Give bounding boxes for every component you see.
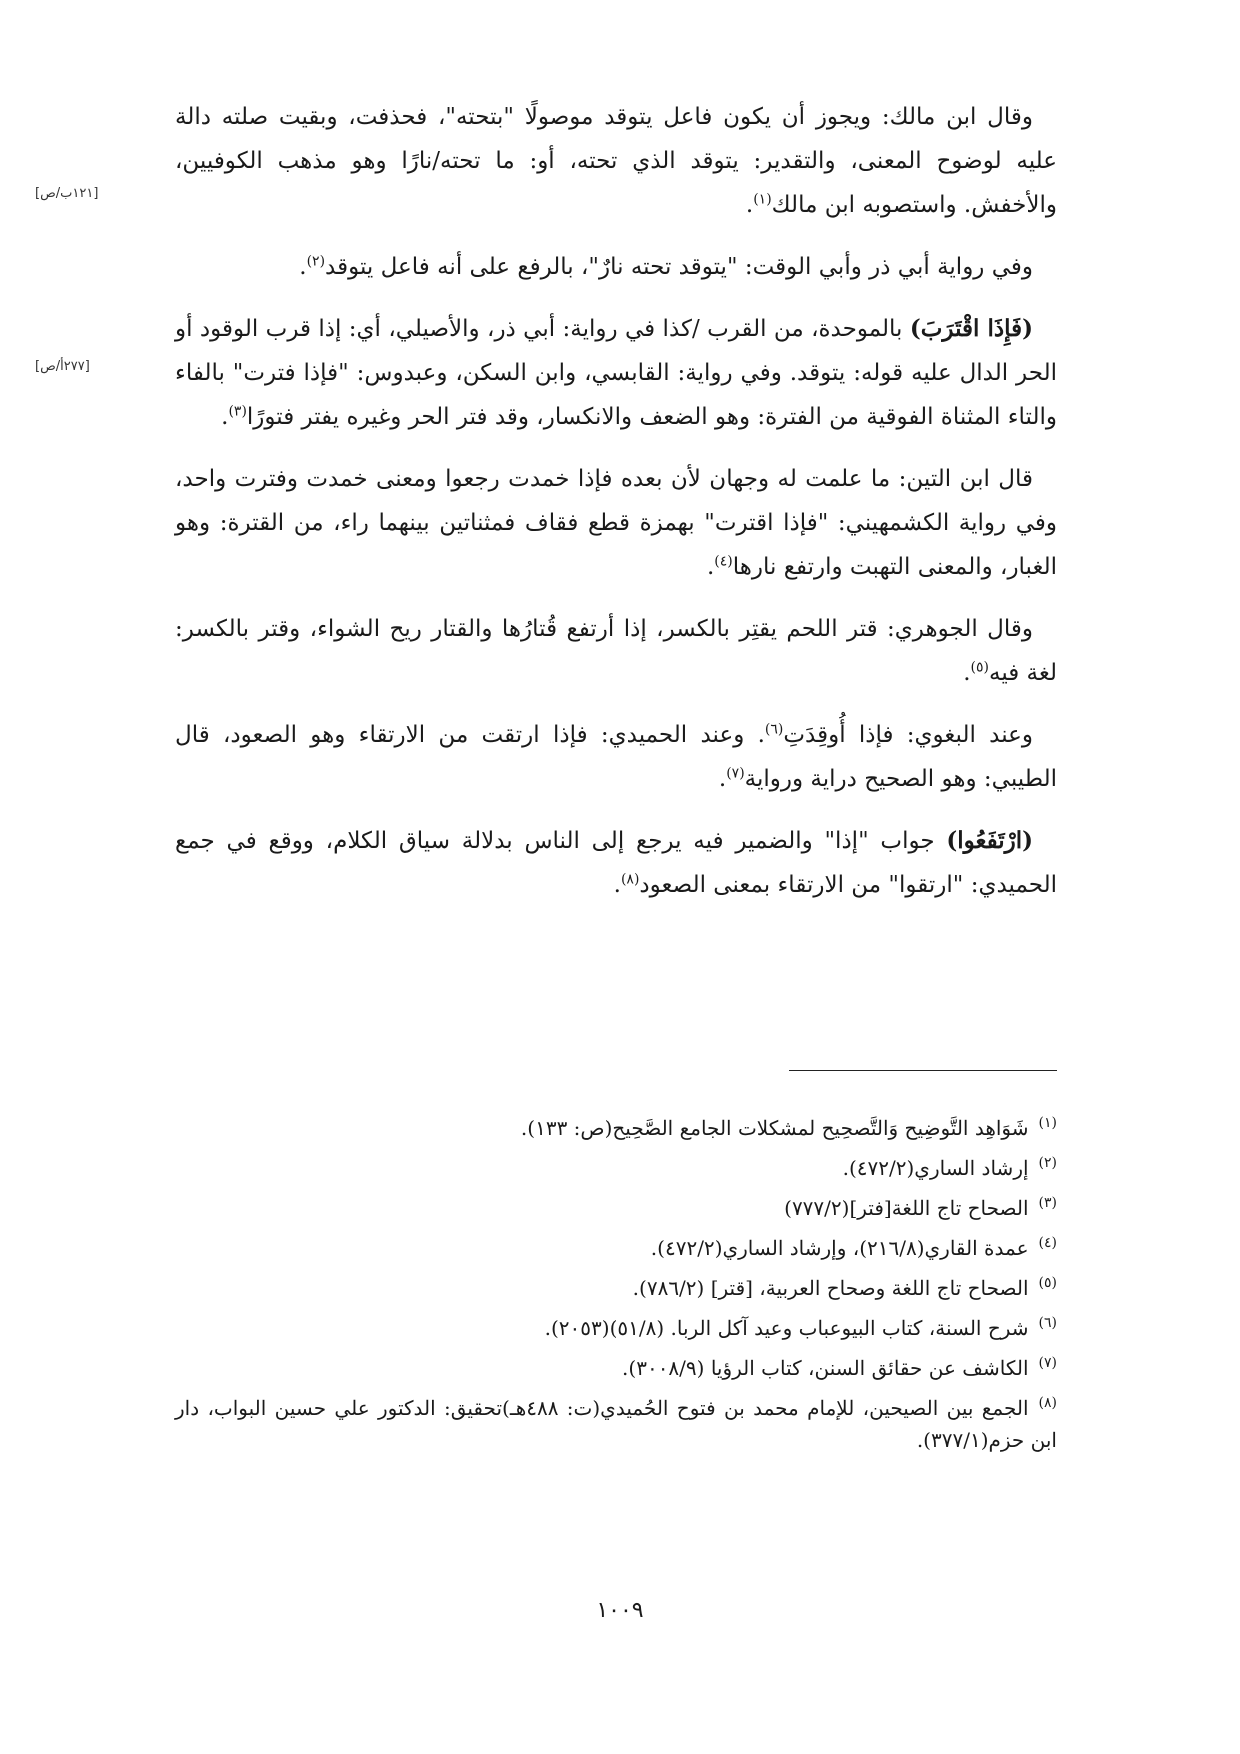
keyword: (فَإِذَا اقْتَرَبَ)	[909, 315, 1033, 342]
footnote-item: $^{(٨)}$الجمع بين الصيحين، للإمام محمد بن فتوح الحُميدي(ت: ٤٨٨هـ)تحقيق: الدكتور علي حسين البواب، دار ابن حزم(٣٧٧/١).	[175, 1395, 1058, 1452]
paragraph: وقال ابن مالك: ويجوز أن يكون فاعل يتوقد موصولًا "بتحته"، فحذفت، وبقيت صلته دالة عليه لوضوح المعنى، والتقدير: يتوقد الذي تحته، أو: ما تحته/نارًا وهو مذهب الكوفيين، والأخفش. واستصوبه ابن مالك$^{(١)}$.	[175, 104, 1057, 218]
paragraph: (ارْتَفَعُوا) جواب "إذا" والضمير فيه يرجع إلى الناس بدلالة سياق الكلام، ووقع في جمع الحميدي: "ارتقوا" من الارتقاء بمعنى الصعود$^{(٨)}$.	[175, 827, 1057, 898]
footnote-item: $^{(٣)}$الصحاح تاج اللغة[فتر](٧٧٧/٢)	[784, 1195, 1057, 1220]
paragraph: قال ابن التين: ما علمت له وجهان لأن بعده فإذا خمدت رجعوا ومعنى خمدت وفترت واحد، وفي رواية الكشمهيني: "فإذا اقترت" بهمزة قطع فقاف فمثناتين بينهما راء، من القترة: وهو الغبار، والمعنى التهبت وارتفع نارها$^{(٤)}$.	[175, 466, 1057, 580]
footnote-reference[interactable]: (٦)	[764, 721, 784, 738]
paragraph: وفي رواية أبي ذر وأبي الوقت: "يتوقد تحته نارٌ"، بالرفع على أنه فاعل يتوقد$^{(٢)}$.	[299, 253, 1033, 280]
footnote-number: (٦)	[1038, 1315, 1057, 1332]
footnote-item: $^{(٤)}$عمدة القاري(٢١٦/٨)، وإرشاد الساري(٤٧٢/٢).	[650, 1235, 1057, 1260]
paragraph: وعند البغوي: فإذا أُوقِدَتِ$^{(٦)}$. وعند الحميدي: فإذا ارتقت من الارتقاء وهو الصعود، قال الطيبي: وهو الصحيح دراية ورواية$^{(٧)}$.	[175, 721, 1057, 792]
footnote-number: (٨)	[1038, 1395, 1058, 1412]
footnote-item: $^{(١)}$شَوَاهِد التَّوضِيح وَالتَّصحِيح لمشكلات الجامع الصَّحِيح(ص: ١٣٣).	[520, 1115, 1057, 1140]
footnote-reference[interactable]: (٧)	[726, 765, 745, 782]
paragraph: (فَإِذَا اقْتَرَبَ) بالموحدة، من القرب /كذا في رواية: أبي ذر، والأصيلي، أي: إذا قرب الوقود أو الحر الدال عليه قوله: يتوقد. وفي رواية: القابسي، وابن السكن، وعبدوس: "فإذا فترت" بالفاء والتاء المثناة الفوقية من الفترة: وهو الضعف والانكسار، وقد فتر الحر وغيره يفتر فتورًا$^{(٣)}$.	[175, 315, 1057, 430]
footnote-reference[interactable]: (٤)	[714, 553, 733, 570]
footnote-number: (٥)	[1038, 1275, 1057, 1292]
body-text	[175, 95, 1057, 925]
footnote-number: (١)	[1038, 1115, 1057, 1132]
footnote-item: $^{(٢)}$إرشاد الساري(٤٧٢/٢).	[842, 1155, 1057, 1180]
margin-note: [٢٧٧أ/ص]	[35, 359, 90, 374]
footnote-reference[interactable]: (٢)	[306, 253, 326, 270]
page-number: ١٠٠٩	[596, 1598, 644, 1623]
footnote-number: (٣)	[1038, 1195, 1057, 1212]
footnote-reference[interactable]: (٨)	[620, 871, 640, 888]
footnote-number: (٧)	[1038, 1355, 1057, 1372]
footnote-reference[interactable]: (٥)	[970, 659, 989, 676]
footnote-number: (٤)	[1038, 1235, 1057, 1252]
paragraph: وقال الجوهري: قتر اللحم يقتِر بالكسر، إذا أرتفع قُتارُها والقتار ريح الشواء، وقتر بالكسر: لغة فيه$^{(٥)}$.	[175, 616, 1057, 686]
footnote-item: $^{(٥)}$الصحاح تاج اللغة وصحاح العربية، [قتر] (٧٨٦/٢).	[632, 1275, 1057, 1300]
margin-note: [١٢١ب/ص]	[35, 186, 99, 201]
footnotes	[175, 1112, 1057, 1464]
footnote-item: $^{(٧)}$الكاشف عن حقائق السنن، كتاب الرؤيا (٣٠٠٨/٩).	[622, 1355, 1057, 1380]
keyword: (ارْتَفَعُوا)	[946, 827, 1033, 854]
footnote-reference[interactable]: (١)	[753, 191, 772, 208]
footnote-divider	[789, 1070, 1057, 1071]
footnote-reference[interactable]: (٣)	[228, 403, 247, 420]
footnote-item: $^{(٦)}$شرح السنة، كتاب البيوعباب وعيد آكل الربا. (٥١/٨)(٢٠٥٣).	[544, 1315, 1057, 1340]
footnote-number: (٢)	[1038, 1155, 1057, 1172]
